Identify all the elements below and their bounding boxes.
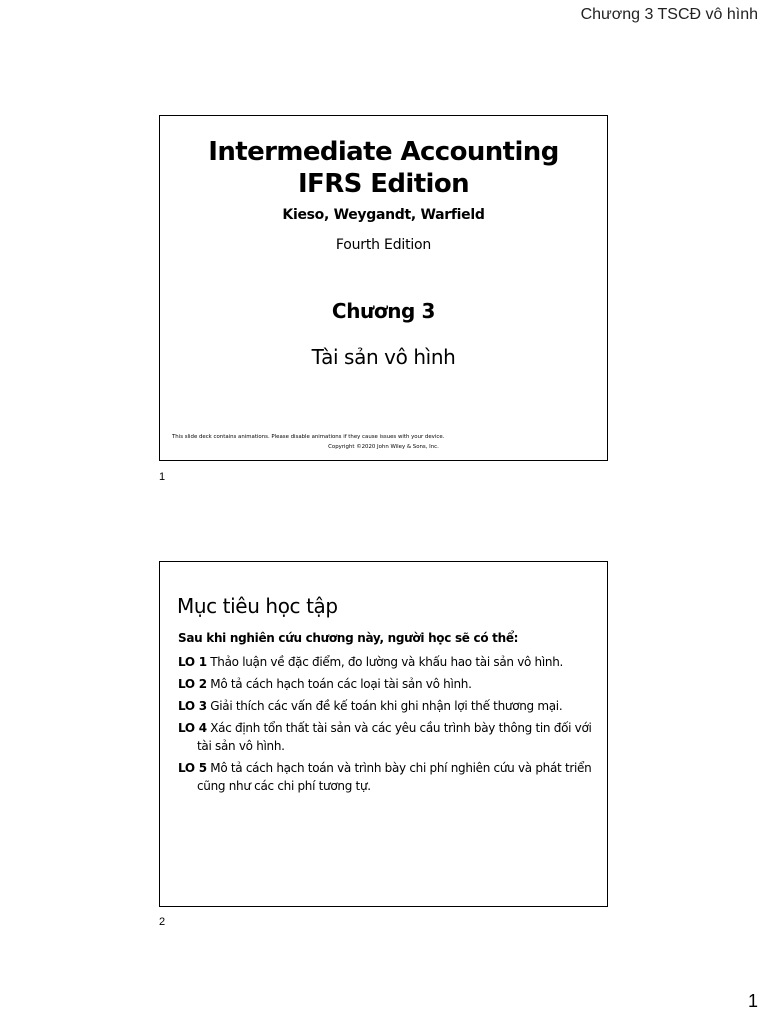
objective-text: Thảo luận về đặc điểm, đo lường và khấu hao tài sản vô hình. — [210, 655, 564, 669]
slide-title — [160, 136, 607, 200]
objective-code: LO 1 — [178, 655, 207, 669]
learning-objective — [178, 653, 598, 671]
objective-text: Mô tả cách hạch toán và trình bày chi phí nghiên cứu và phát triển cũng như các chi phí tương tự. — [197, 761, 592, 793]
objective-code: LO 5 — [178, 761, 207, 775]
animation-notice: This slide deck contains animations. Please disable animations if they cause issues with your device. — [172, 434, 445, 440]
learning-objective — [178, 675, 598, 693]
slide-intro: Sau khi nghiên cứu chương này, người học sẽ có thể: — [178, 631, 519, 645]
slide-edition: Fourth Edition — [335, 237, 432, 253]
slide-number: 2 — [159, 916, 166, 928]
slide-heading: Mục tiêu học tập — [177, 594, 338, 618]
learning-objectives-list — [178, 653, 598, 799]
learning-objective — [178, 697, 598, 715]
slide-subtitle: Tài sản vô hình — [311, 345, 456, 369]
page-header-title: Chương 3 TSCĐ vô hình — [580, 6, 758, 23]
objective-text: Mô tả cách hạch toán các loại tài sản vô hình. — [210, 677, 472, 691]
learning-objective — [178, 759, 598, 795]
slide-2 — [159, 561, 608, 907]
copyright-notice: Copyright ©2020 John Wiley & Sons, Inc. — [328, 444, 439, 450]
slide-title-line-2: IFRS Edition — [297, 169, 470, 199]
objective-code: LO 4 — [178, 721, 207, 735]
objective-text: Giải thích các vấn đề kế toán khi ghi nhận lợi thế thương mại. — [210, 699, 563, 713]
slide-chapter: Chương 3 — [331, 299, 436, 323]
learning-objective — [178, 719, 598, 755]
objective-code: LO 2 — [178, 677, 207, 691]
slide-1 — [159, 115, 608, 461]
objective-code: LO 3 — [178, 699, 207, 713]
page-number: 1 — [747, 991, 758, 1011]
objective-text: Xác định tổn thất tài sản và các yêu cầu trình bày thông tin đối với tài sản vô hình. — [197, 721, 592, 753]
slide-number: 1 — [159, 471, 166, 483]
slide-title-line-1: Intermediate Accounting — [208, 137, 559, 167]
slide-authors: Kieso, Weygandt, Warfield — [282, 207, 485, 223]
